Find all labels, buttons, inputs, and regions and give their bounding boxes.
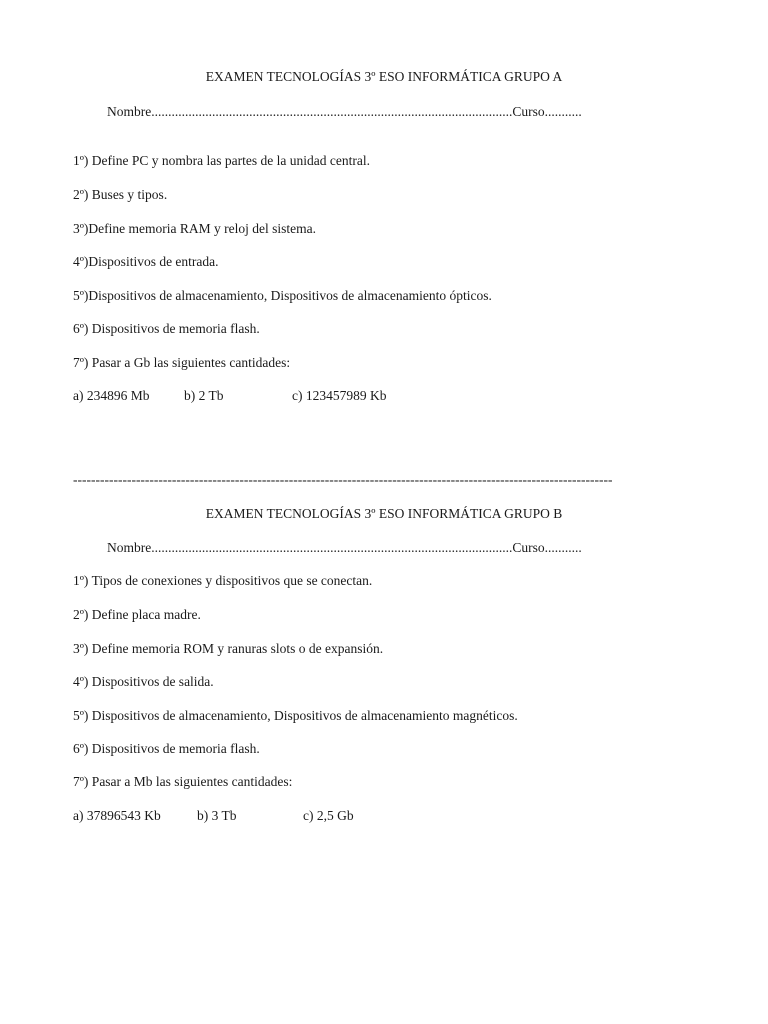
- exam-b-question-2: 2º) Define placa madre.: [73, 607, 201, 622]
- cut-divider-line: ------------------------------------------------------------------------------------------------------------------------: [73, 473, 613, 487]
- exam-b-answer-b: b) 3 Tb: [197, 808, 237, 823]
- exam-a-question-6: 6º) Dispositivos de memoria flash.: [73, 321, 260, 336]
- exam-b-name-line: Nombre...........................................................................................................Curso...........: [107, 540, 582, 555]
- exam-a-answer-a: a) 234896 Mb: [73, 388, 150, 403]
- exam-b-question-6: 6º) Dispositivos de memoria flash.: [73, 741, 260, 756]
- exam-a-answer-b: b) 2 Tb: [184, 388, 224, 403]
- exam-a-title: EXAMEN TECNOLOGÍAS 3º ESO INFORMÁTICA GRUPO A: [205, 69, 563, 84]
- exam-a-question-7: 7º) Pasar a Gb las siguientes cantidades:: [73, 355, 291, 370]
- exam-a-question-3: 3º)Define memoria RAM y reloj del sistema.: [73, 221, 316, 236]
- exam-b-question-7: 7º) Pasar a Mb las siguientes cantidades:: [73, 774, 293, 789]
- exam-a-name-line: Nombre...........................................................................................................Curso...........: [107, 104, 582, 119]
- exam-b-question-4: 4º) Dispositivos de salida.: [73, 674, 214, 689]
- exam-a-answer-c: c) 123457989 Kb: [292, 388, 387, 403]
- exam-b-title: EXAMEN TECNOLOGÍAS 3º ESO INFORMÁTICA GRUPO B: [205, 506, 563, 521]
- exam-b-question-3: 3º) Define memoria ROM y ranuras slots o de expansión.: [73, 641, 384, 656]
- exam-a-question-5: 5º)Dispositivos de almacenamiento, Dispositivos de almacenamiento ópticos.: [73, 288, 492, 303]
- exam-a-question-1: 1º) Define PC y nombra las partes de la unidad central.: [73, 153, 370, 168]
- exam-a-question-2: 2º) Buses y tipos.: [73, 187, 168, 202]
- exam-a-question-4: 4º)Dispositivos de entrada.: [73, 254, 219, 269]
- exam-b-question-5: 5º) Dispositivos de almacenamiento, Dispositivos de almacenamiento magnéticos.: [73, 708, 518, 723]
- exam-b-answer-a: a) 37896543 Kb: [73, 808, 161, 823]
- exam-b-answer-c: c) 2,5 Gb: [303, 808, 354, 823]
- exam-b-question-1: 1º) Tipos de conexiones y dispositivos que se conectan.: [73, 573, 373, 588]
